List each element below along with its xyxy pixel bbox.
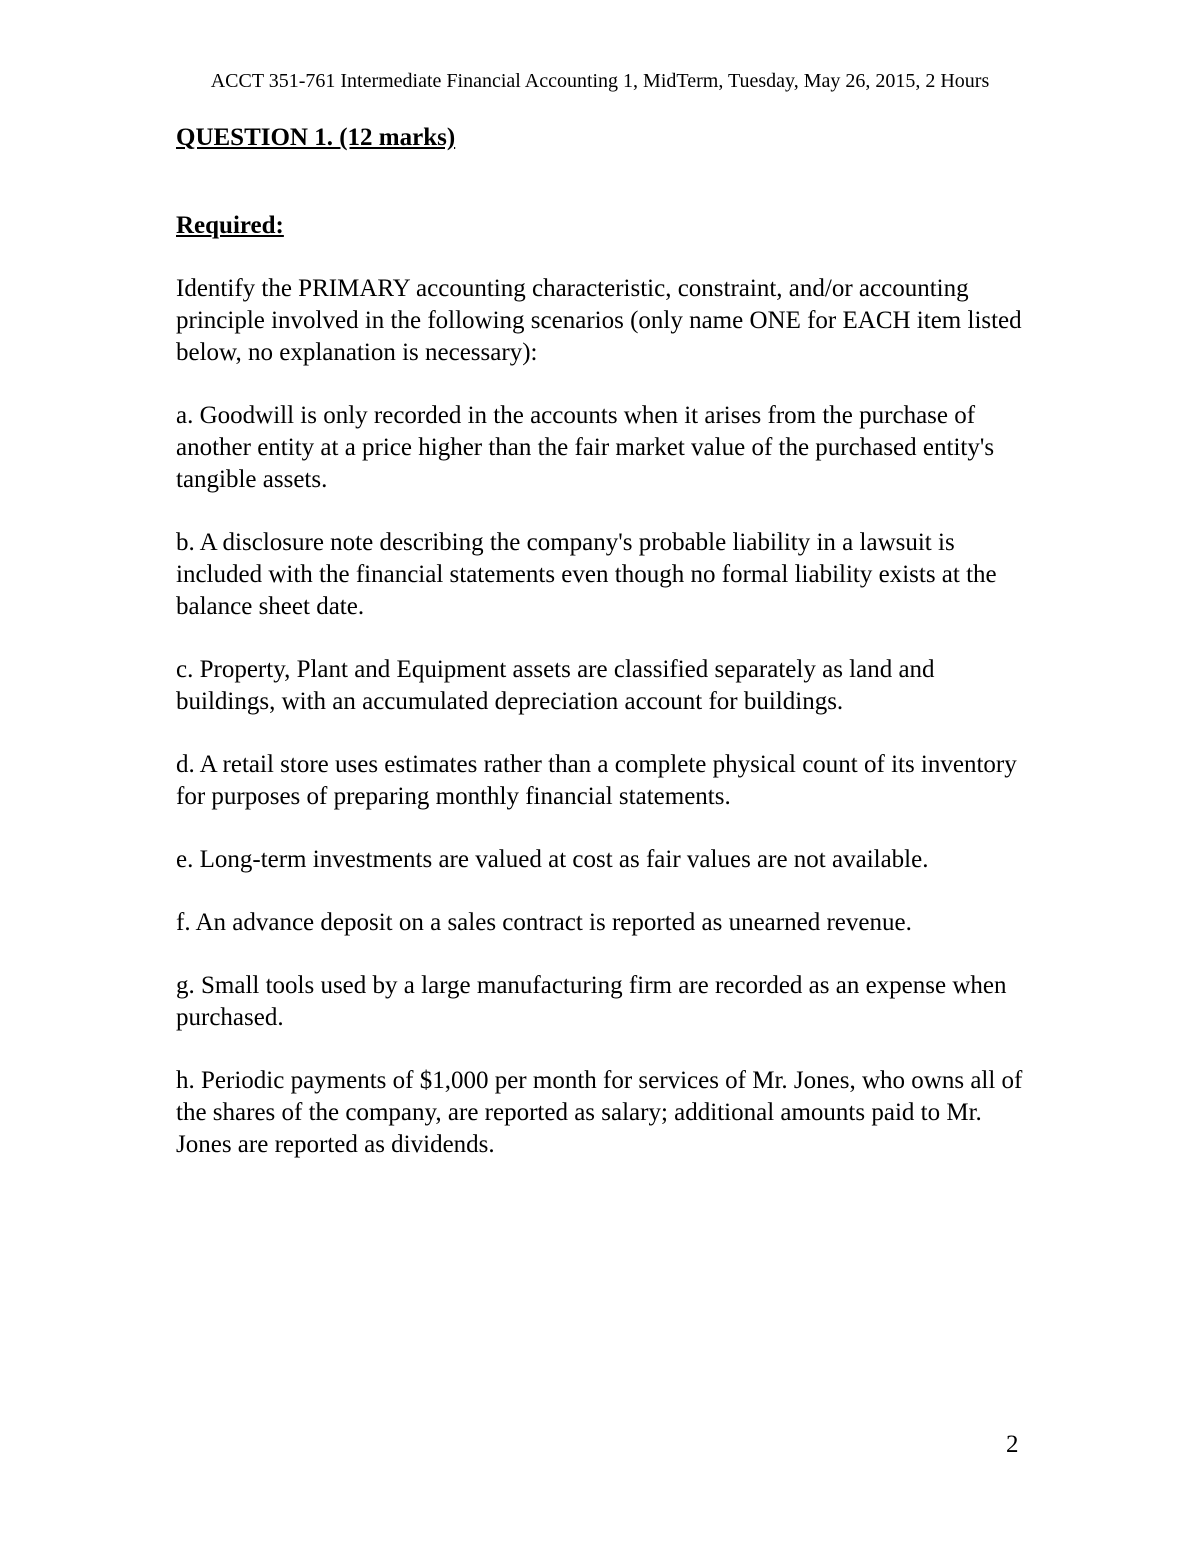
scenario-item-g: g. Small tools used by a large manufacturing firm are recorded as an expense when purchased. xyxy=(176,972,1007,1031)
scenario-item-e: e. Long-term investments are valued at cost as fair values are not available. xyxy=(176,846,929,873)
scenario-item-c: c. Property, Plant and Equipment assets are classified separately as land and buildings, with an accumulated depreciation account for buildings. xyxy=(176,656,935,715)
page-number: 2 xyxy=(1006,1431,1019,1458)
scenario-item-d: d. A retail store uses estimates rather than a complete physical count of its inventory for purposes of preparing monthly financial statements. xyxy=(176,751,1017,810)
instructions-paragraph: Identify the PRIMARY accounting characteristic, constraint, and/or accounting principle involved in the following scenarios (only name ONE for EACH item listed below, no explanation is necessary): xyxy=(176,275,1022,366)
question-section xyxy=(176,122,1036,1161)
required-label: Required: xyxy=(176,212,284,239)
scenario-item-f: f. An advance deposit on a sales contract is reported as unearned revenue. xyxy=(176,909,912,936)
scenario-list xyxy=(176,400,1036,1161)
question-title: QUESTION 1. (12 marks) xyxy=(176,124,456,151)
scenario-item-a: a. Goodwill is only recorded in the accounts when it arises from the purchase of another entity at a price higher than the fair market value of the purchased entity's tangible assets. xyxy=(176,402,995,493)
scenario-item-h: h. Periodic payments of $1,000 per month for services of Mr. Jones, who owns all of the shares of the company, are reported as salary; additional amounts paid to Mr. Jones are reported as dividends. xyxy=(176,1067,1023,1158)
running-header: ACCT 351-761 Intermediate Financial Accounting 1, MidTerm, Tuesday, May 26, 2015, 2 Hours xyxy=(210,70,990,92)
scenario-item-b: b. A disclosure note describing the company's probable liability in a lawsuit is included with the financial statements even though no formal liability exists at the balance sheet date. xyxy=(176,529,997,620)
